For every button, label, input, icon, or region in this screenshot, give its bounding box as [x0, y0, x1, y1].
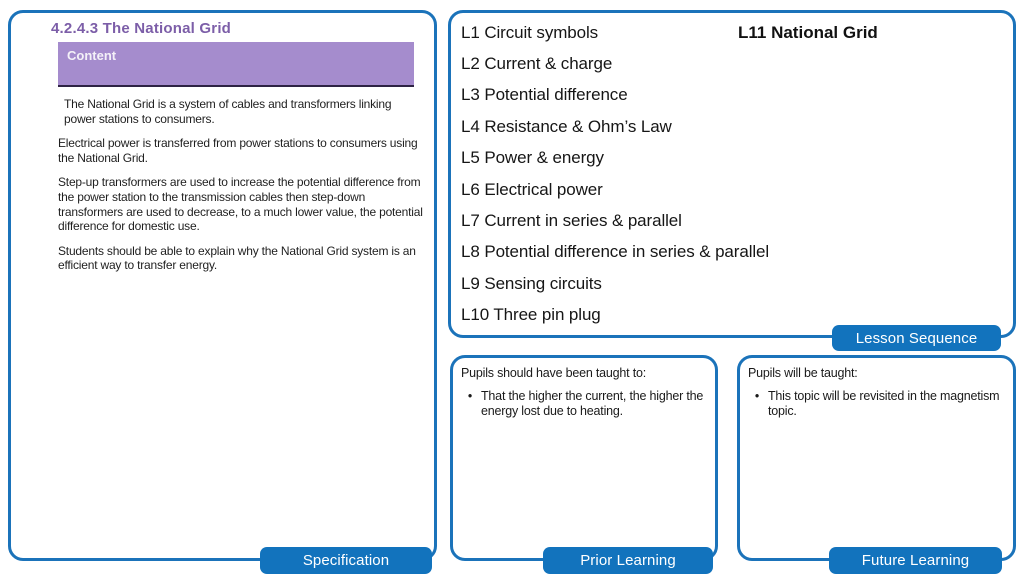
lesson-item: L9 Sensing circuits	[461, 273, 602, 293]
bullet-text: • That the higher the current, the higher the energy lost due to heating.	[481, 389, 704, 418]
bullet-item	[459, 389, 705, 418]
spec-content-header-bar	[58, 42, 414, 87]
lesson-sequence-badge: Lesson Sequence	[832, 325, 1001, 351]
lesson-item: L6 Electrical power	[461, 179, 603, 199]
lesson-item: L3 Potential difference	[461, 85, 628, 105]
prior-learning-panel	[450, 355, 718, 561]
spec-content-header-label: Content	[67, 48, 117, 63]
spec-paragraph: The National Grid is a system of cables and transformers linking power stations to consumers.	[64, 97, 392, 126]
specification-panel	[8, 10, 437, 561]
lesson-item: L4 Resistance & Ohm’s Law	[461, 116, 672, 136]
spec-body	[58, 97, 424, 283]
prior-learning-bullets	[459, 389, 705, 418]
lesson-sequence-panel	[448, 10, 1016, 338]
lesson-item: L10 Three pin plug	[461, 305, 601, 325]
lesson-item: L1 Circuit symbols	[461, 22, 599, 42]
specification-badge: Specification	[260, 547, 432, 574]
lesson-item: L8 Potential difference in series & parallel	[461, 242, 770, 262]
spec-paragraph: Students should be able to explain why the National Grid system is an efficient way to transfer energy.	[58, 243, 416, 273]
bullet-text: • This topic will be revisited in the magnetism topic.	[768, 389, 1000, 418]
prior-learning-intro: Pupils should have been taught to:	[461, 366, 647, 380]
future-learning-bullets	[746, 389, 1003, 418]
spec-heading: 4.2.4.3 The National Grid	[51, 20, 232, 37]
lesson-item: L7 Current in series & parallel	[461, 211, 682, 231]
prior-learning-badge: Prior Learning	[543, 547, 713, 574]
spec-paragraph: Step-up transformers are used to increase the potential difference from the power station to the transmission cables then step-down transformers are used to decrease, to a much lower value, the potential difference for domestic use.	[58, 175, 423, 234]
future-learning-panel	[737, 355, 1016, 561]
spec-paragraph: Electrical power is transferred from power stations to consumers using the National Grid.	[58, 136, 418, 165]
lesson-item: L2 Current & charge	[461, 54, 613, 74]
bullet-item	[746, 389, 1003, 418]
lesson-item: L5 Power & energy	[461, 148, 604, 168]
future-learning-intro: Pupils will be taught:	[748, 366, 858, 380]
lesson-list	[461, 17, 769, 331]
lesson-title: L11 National Grid	[738, 23, 878, 42]
future-learning-badge: Future Learning	[829, 547, 1002, 574]
